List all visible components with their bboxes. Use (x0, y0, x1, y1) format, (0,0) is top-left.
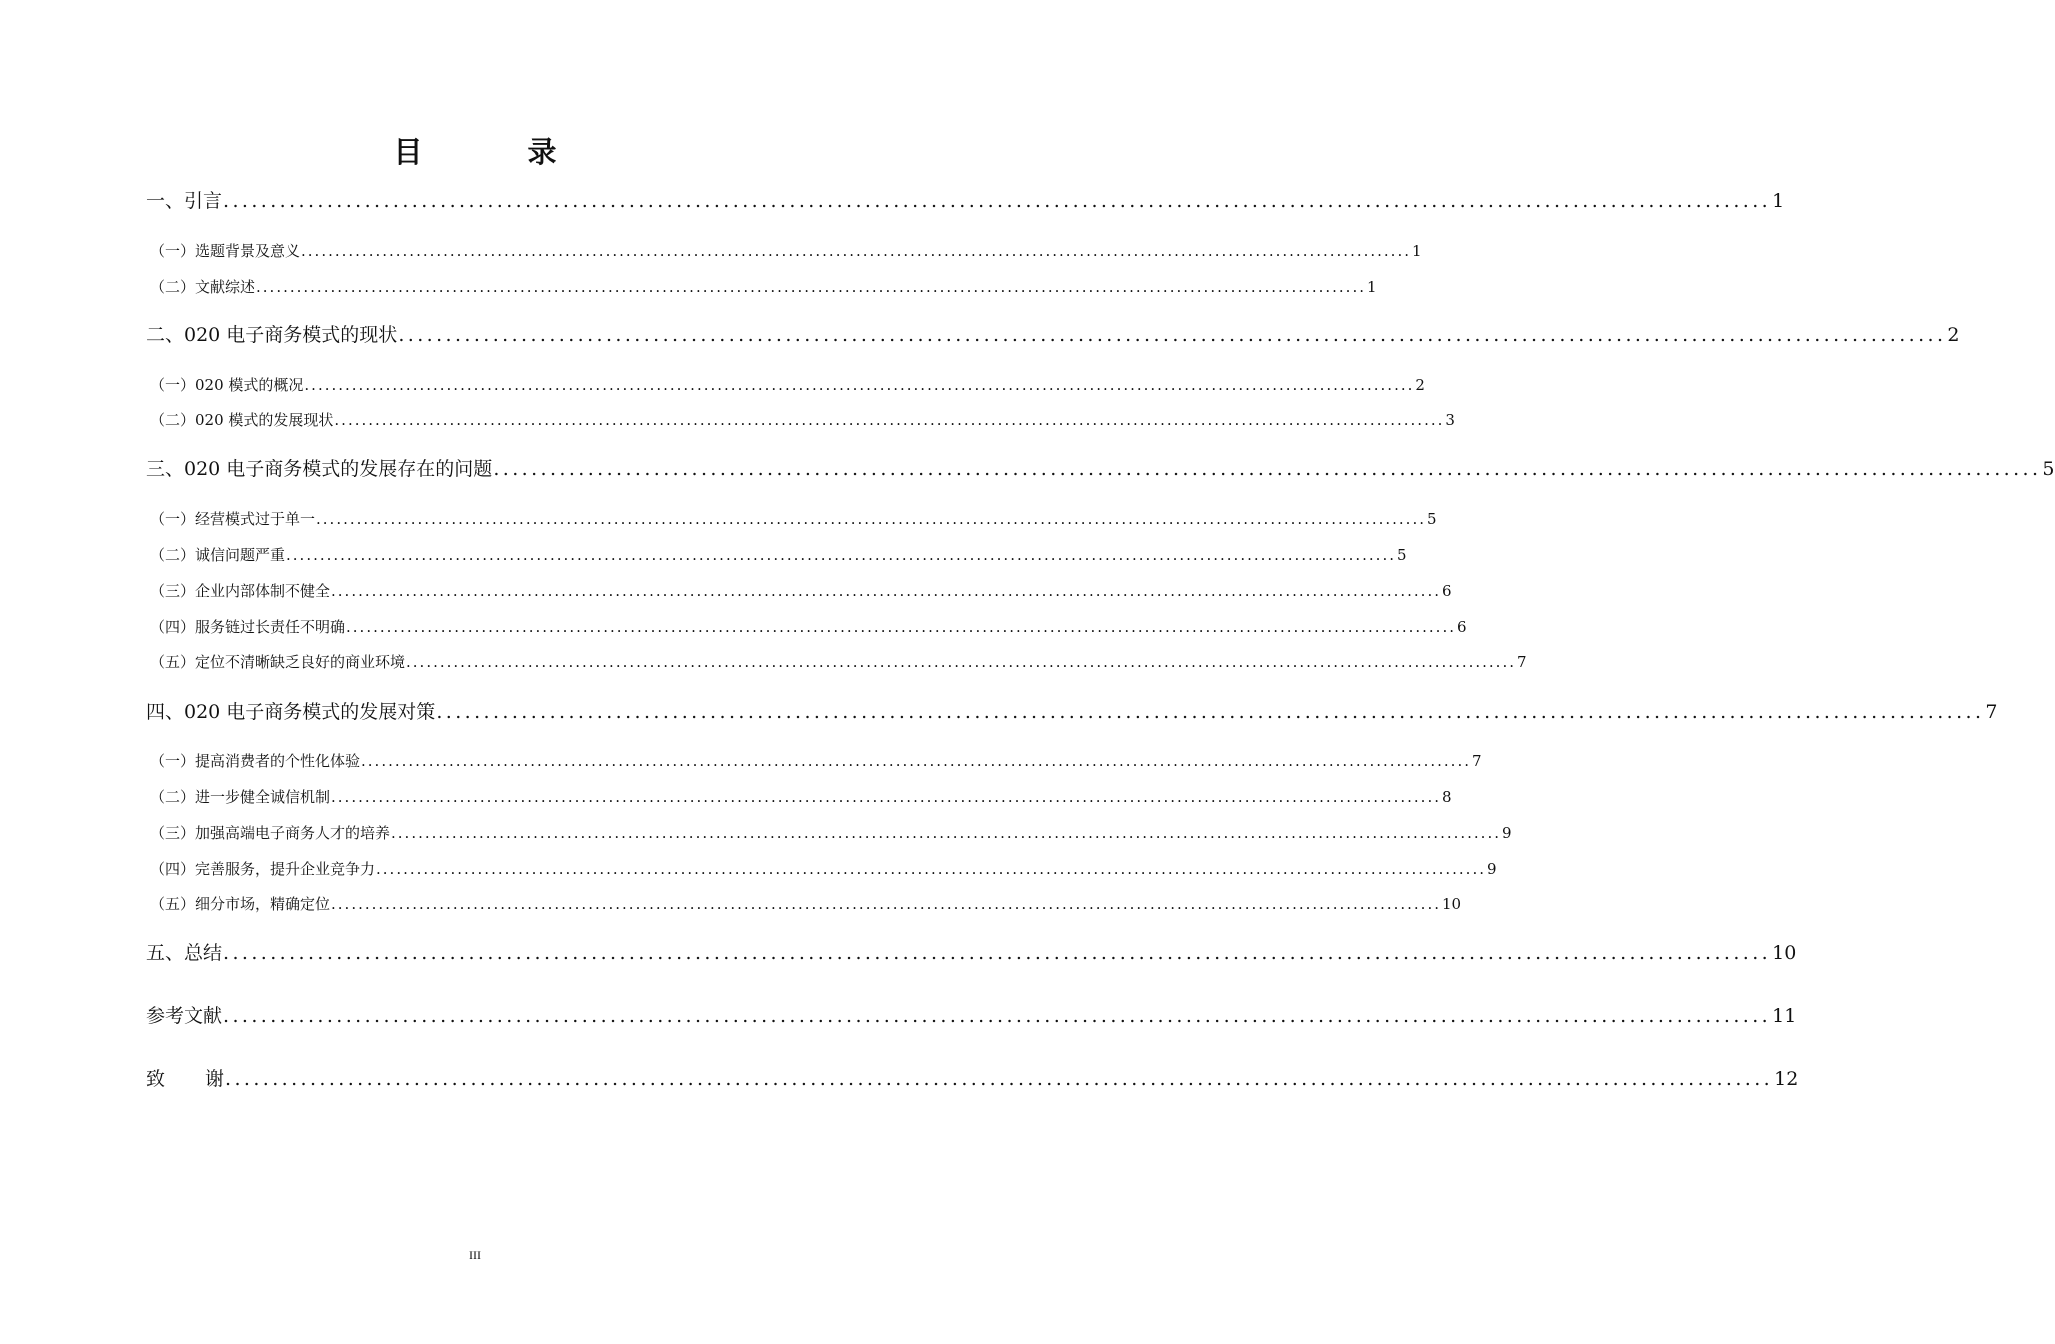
toc-entry-3-1[interactable] (146, 508, 1437, 529)
dot-leader: .................................................................................................................................................................... (406, 653, 1516, 671)
toc-entry-page: 10 (1772, 942, 1797, 964)
toc-entry-label: （一）选题背景及意义 (150, 242, 301, 260)
toc-entry-4-5[interactable] (146, 893, 1462, 914)
toc-entry-page: 1 (1772, 190, 1785, 212)
toc-entry-3-3[interactable] (146, 580, 1452, 601)
dot-leader: .................................................................................................................................................................... (225, 1068, 1774, 1090)
toc-entry-label: 致 谢 (146, 1068, 225, 1090)
toc-entry-2-1[interactable] (146, 374, 1425, 395)
toc-entry-label: （四）完善服务，提升企业竞争力 (150, 860, 376, 878)
toc-entry-page: 2 (1415, 376, 1425, 394)
toc-entry-label: （二）020 模式的发展现状 (150, 411, 334, 429)
toc-entry-page: 6 (1456, 618, 1467, 636)
toc-entry-1[interactable] (146, 186, 1785, 213)
toc-entry-page: 9 (1486, 860, 1497, 878)
toc-entry-label: （二）进一步健全诚信机制 (150, 788, 331, 806)
dot-leader: .................................................................................................................................................................... (223, 942, 1772, 964)
toc-entry-page: 6 (1441, 582, 1452, 600)
dot-leader: .................................................................................................................................................................... (493, 458, 2042, 480)
toc-entry-page: 7 (1985, 701, 1998, 723)
toc-entry-label: （二）文献综述 (150, 278, 256, 296)
toc-entry-label: （四）服务链过长责任不明确 (150, 618, 346, 636)
toc-entry-label: （二）诚信问题严重 (150, 546, 286, 564)
toc-entry-page: 5 (1396, 546, 1407, 564)
toc-entry-page: 7 (1516, 653, 1527, 671)
toc-entry-acknowledgements[interactable] (146, 1064, 1799, 1091)
toc-entry-4-2[interactable] (146, 786, 1452, 807)
toc-entry-label: 一、引言 (146, 190, 223, 212)
toc-entry-label: 参考文献 (146, 1005, 223, 1027)
toc-entry-label: （三）加强高端电子商务人才的培养 (150, 824, 391, 842)
toc-entry-label: 二、020 电子商务模式的现状 (146, 324, 398, 346)
toc-entry-3-4[interactable] (146, 616, 1467, 637)
dot-leader: .................................................................................................................................................................... (391, 824, 1501, 842)
page-title: 目 录 (393, 135, 595, 169)
toc-entry-page: 1 (1411, 242, 1422, 260)
toc-entry-4-4[interactable] (146, 858, 1497, 879)
toc-entry-references[interactable] (146, 1001, 1797, 1028)
toc-entry-3[interactable] (146, 454, 2055, 481)
toc-entry-page: 2 (1947, 324, 1960, 346)
toc-entry-2-2[interactable] (146, 409, 1455, 430)
toc-entry-4[interactable] (146, 697, 1998, 724)
dot-leader: .................................................................................................................................................................... (223, 1005, 1772, 1027)
toc-entry-label: 五、总结 (146, 942, 223, 964)
dot-leader: .................................................................................................................................................................... (331, 788, 1441, 806)
toc-entry-page: 1 (1366, 278, 1377, 296)
dot-leader: .................................................................................................................................................................... (223, 190, 1772, 212)
toc-entry-label: 三、020 电子商务模式的发展存在的问题 (146, 458, 493, 480)
dot-leader: .................................................................................................................................................................... (436, 701, 1985, 723)
toc-entry-4-3[interactable] (146, 822, 1512, 843)
dot-leader: .................................................................................................................................................................... (304, 376, 1415, 394)
dot-leader: .................................................................................................................................................................... (256, 278, 1366, 296)
dot-leader: .................................................................................................................................................................... (346, 618, 1456, 636)
toc-entry-label: 四、020 电子商务模式的发展对策 (146, 701, 436, 723)
toc-entry-2[interactable] (146, 320, 1960, 347)
toc-entry-label: （一）经营模式过于单一 (150, 510, 316, 528)
toc-entry-4-1[interactable] (146, 750, 1482, 771)
toc-entry-1-1[interactable] (146, 240, 1422, 261)
toc-entry-label: （三）企业内部体制不健全 (150, 582, 331, 600)
toc-entry-label: （五）定位不清晰缺乏良好的商业环境 (150, 653, 406, 671)
dot-leader: .................................................................................................................................................................... (331, 895, 1441, 913)
toc-entry-3-2[interactable] (146, 544, 1407, 565)
dot-leader: .................................................................................................................................................................... (334, 411, 1445, 429)
toc-entry-page: 12 (1774, 1068, 1799, 1090)
toc-entry-page: 10 (1441, 895, 1462, 913)
toc-entry-label: （一）020 模式的概况 (150, 376, 304, 394)
toc-entry-3-5[interactable] (146, 651, 1527, 672)
dot-leader: .................................................................................................................................................................... (316, 510, 1426, 528)
toc-entry-page: 5 (2042, 458, 2055, 480)
toc-entry-page: 9 (1501, 824, 1512, 842)
toc-entry-label: （五）细分市场，精确定位 (150, 895, 331, 913)
dot-leader: .................................................................................................................................................................... (361, 752, 1471, 770)
toc-entry-5[interactable] (146, 938, 1797, 965)
toc-entry-page: 3 (1445, 411, 1455, 429)
dot-leader: .................................................................................................................................................................... (301, 242, 1411, 260)
toc-entry-page: 7 (1471, 752, 1482, 770)
dot-leader: .................................................................................................................................................................... (398, 324, 1947, 346)
dot-leader: .................................................................................................................................................................... (376, 860, 1486, 878)
toc-entry-page: 8 (1441, 788, 1452, 806)
page-number: III (469, 1248, 481, 1262)
toc-entry-label: （一）提高消费者的个性化体验 (150, 752, 361, 770)
dot-leader: .................................................................................................................................................................... (286, 546, 1396, 564)
toc-entry-page: 11 (1772, 1005, 1797, 1027)
toc-entry-1-2[interactable] (146, 276, 1377, 297)
toc-entry-page: 5 (1426, 510, 1437, 528)
dot-leader: .................................................................................................................................................................... (331, 582, 1441, 600)
